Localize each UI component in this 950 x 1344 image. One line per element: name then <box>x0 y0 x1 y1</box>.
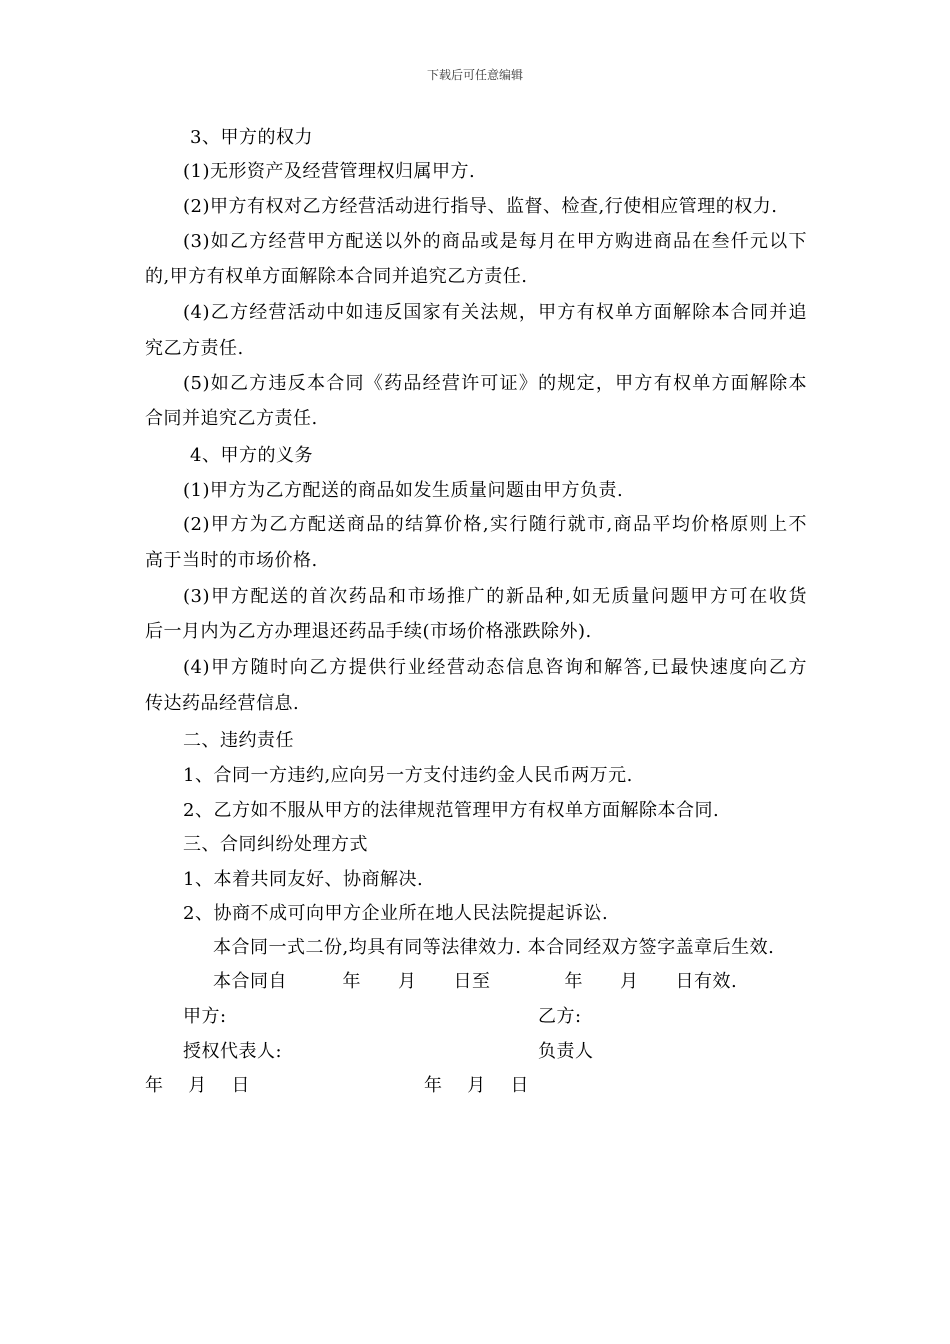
breach-clause-2: 2、乙方如不服从甲方的法律规范管理甲方有权单方面解除本合同. <box>183 800 720 821</box>
party-b-responsible-label: 负责人 <box>538 1041 594 1062</box>
copies-statement: 本合同一式二份,均具有同等法律效力. 本合同经双方签字盖章后生效. <box>213 937 775 958</box>
clause-3-5-line1: (5)如乙方违反本合同《药品经营许可证》的规定，甲方有权单方面解除本 <box>183 373 807 394</box>
term-statement: 本合同自 年 月 日至 年 月 日有效. <box>213 971 738 992</box>
party-a-label: 甲方: <box>183 1006 227 1027</box>
clause-3-4-line2: 究乙方责任. <box>145 338 244 359</box>
page-header: 下载后可任意编辑 <box>426 68 523 82</box>
section-4-title: 4、甲方的义务 <box>190 445 313 466</box>
dispute-clause-2: 2、协商不成可向甲方企业所在地人民法院提起诉讼. <box>183 903 609 924</box>
section-breach-title: 二、违约责任 <box>183 730 294 751</box>
clause-3-3-line1: (3)如乙方经营甲方配送以外的商品或是每月在甲方购进商品在叁仟元以下 <box>183 231 807 252</box>
clause-4-3-line1: (3)甲方配送的首次药品和市场推广的新品种,如无质量问题甲方可在收货 <box>183 586 807 607</box>
party-b-date: 年 月 日 <box>424 1075 529 1096</box>
section-dispute-title: 三、合同纠纷处理方式 <box>183 834 368 855</box>
clause-4-4-line1: (4)甲方随时向乙方提供行业经营动态信息咨询和解答,已最快速度向乙方 <box>183 657 807 678</box>
party-b-label: 乙方: <box>538 1006 582 1027</box>
clause-3-1: (1)无形资产及经营管理权归属甲方. <box>183 161 476 182</box>
section-3-title: 3、甲方的权力 <box>190 127 313 148</box>
clause-3-2: (2)甲方有权对乙方经营活动进行指导、监督、检查,行使相应管理的权力. <box>183 196 778 217</box>
clause-4-4-line2: 传达药品经营信息. <box>145 693 300 714</box>
party-a-date: 年 月 日 <box>145 1075 250 1096</box>
clause-3-5-line2: 合同并追究乙方责任. <box>145 408 318 429</box>
clause-4-2-line1: (2)甲方为乙方配送商品的结算价格,实行随行就市,商品平均价格原则上不 <box>183 514 807 535</box>
clause-3-3-line2: 的,甲方有权单方面解除本合同并追究乙方责任. <box>145 266 528 287</box>
clause-4-3-line2: 后一月内为乙方办理退还药品手续(市场价格涨跌除外). <box>145 621 592 642</box>
party-a-representative-label: 授权代表人: <box>183 1041 283 1062</box>
breach-clause-1: 1、合同一方违约,应向另一方支付违约金人民币两万元. <box>183 765 633 786</box>
dispute-clause-1: 1、本着共同友好、协商解决. <box>183 869 424 890</box>
clause-4-2-line2: 高于当时的市场价格. <box>145 550 318 571</box>
clause-3-4-line1: (4)乙方经营活动中如违反国家有关法规，甲方有权单方面解除本合同并追 <box>183 302 807 323</box>
clause-4-1: (1)甲方为乙方配送的商品如发生质量问题由甲方负责. <box>183 480 624 501</box>
